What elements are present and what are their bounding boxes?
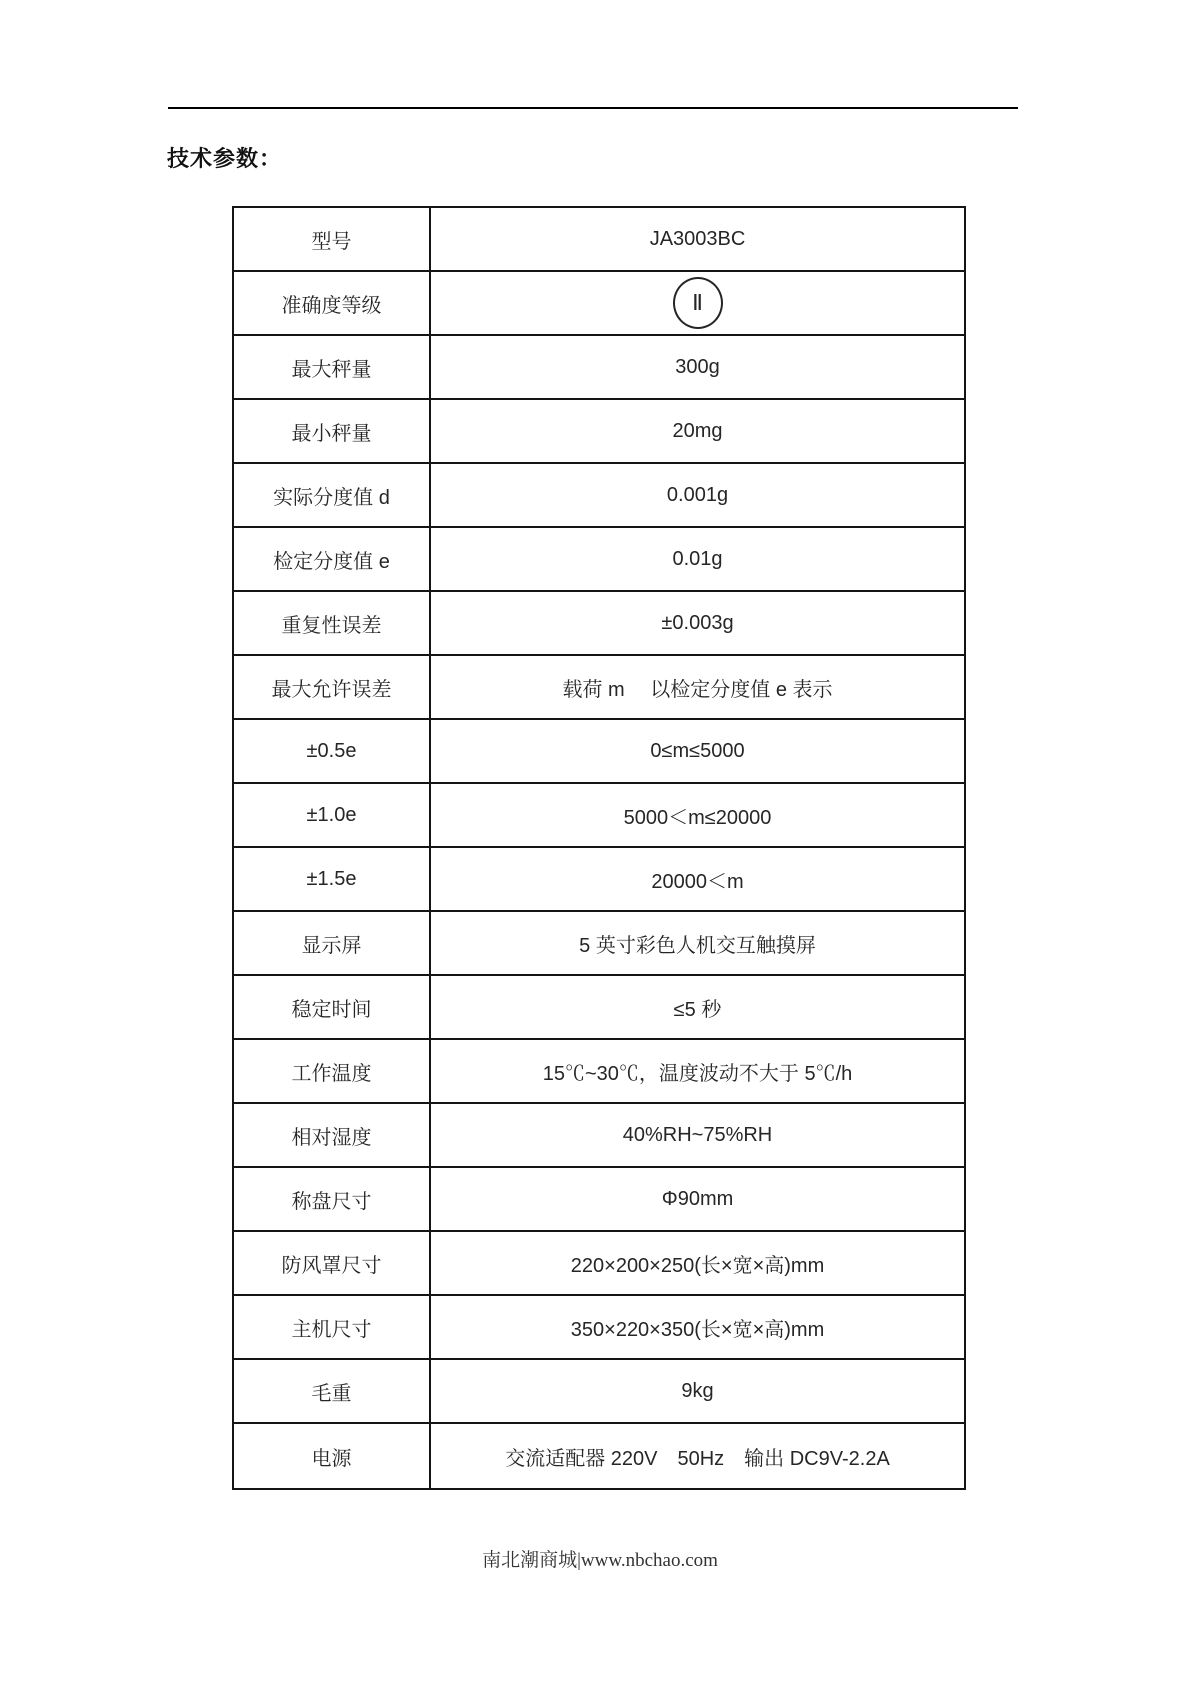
spec-value: 20000＜m	[651, 870, 744, 893]
spec-label: 最大允许误差	[271, 678, 392, 701]
spec-value-cell	[431, 1232, 964, 1294]
spec-label: ±1.5e	[306, 867, 357, 890]
spec-value-cell	[431, 720, 964, 782]
spec-value: ±0.003g	[661, 611, 734, 634]
spec-label: 型号	[311, 230, 352, 253]
spec-value-cell	[431, 848, 964, 910]
table-row	[234, 272, 964, 336]
spec-value-cell	[431, 1296, 964, 1358]
spec-label: 重复性误差	[281, 614, 382, 637]
table-row	[234, 976, 964, 1040]
spec-value-cell	[431, 1104, 964, 1166]
table-row	[234, 336, 964, 400]
spec-value: 0.001g	[666, 483, 729, 506]
table-row	[234, 400, 964, 464]
spec-label-cell	[234, 1040, 431, 1102]
table-row	[234, 1296, 964, 1360]
table-row	[234, 848, 964, 912]
spec-label-cell	[234, 720, 431, 782]
table-row	[234, 784, 964, 848]
spec-label: 显示屏	[301, 934, 362, 957]
spec-value-cell	[431, 272, 964, 334]
spec-value: 350×220×350(长×宽×高)mm	[570, 1318, 825, 1341]
footer-text: 南北潮商城|www.nbchao.com	[482, 1550, 718, 1571]
spec-value-cell	[431, 912, 964, 974]
spec-label: 毛重	[311, 1382, 352, 1405]
page-title: 技术参数：	[167, 146, 283, 171]
spec-value-cell	[431, 1360, 964, 1422]
spec-value: ≤5 秒	[673, 998, 722, 1021]
spec-label-cell	[234, 1360, 431, 1422]
spec-table	[232, 206, 966, 1490]
spec-value-cell	[431, 464, 964, 526]
spec-value-cell	[431, 976, 964, 1038]
spec-label-cell	[234, 1104, 431, 1166]
spec-label: 称盘尺寸	[291, 1190, 372, 1213]
spec-value-cell	[431, 400, 964, 462]
spec-value: 载荷 m 以检定分度值 e 表示	[562, 678, 833, 701]
table-row	[234, 1360, 964, 1424]
spec-label: 实际分度值 d	[273, 486, 390, 509]
spec-label-cell	[234, 592, 431, 654]
spec-label: 最大秤量	[291, 358, 372, 381]
spec-value-cell	[431, 336, 964, 398]
table-row	[234, 464, 964, 528]
spec-label-cell	[234, 464, 431, 526]
spec-label-cell	[234, 208, 431, 270]
spec-value: 0≤m≤5000	[650, 739, 745, 762]
table-row	[234, 208, 964, 272]
spec-value: 20mg	[672, 419, 723, 442]
spec-value-cell	[431, 656, 964, 718]
spec-label: ±0.5e	[306, 739, 357, 762]
spec-value: 5000＜m≤20000	[623, 806, 772, 829]
spec-label-cell	[234, 656, 431, 718]
spec-value: 0.01g	[672, 547, 723, 570]
table-row	[234, 592, 964, 656]
spec-label: 准确度等级	[281, 294, 382, 317]
spec-value-cell	[431, 1040, 964, 1102]
table-row	[234, 1232, 964, 1296]
spec-label: 稳定时间	[291, 998, 372, 1021]
spec-label-cell	[234, 336, 431, 398]
spec-value: 220×200×250(长×宽×高)mm	[570, 1254, 825, 1277]
spec-value-cell	[431, 1168, 964, 1230]
spec-value: 300g	[675, 355, 720, 378]
header-rule	[168, 107, 1018, 109]
spec-value: 9kg	[681, 1379, 714, 1402]
table-row	[234, 656, 964, 720]
spec-value: Ⅱ	[692, 290, 703, 315]
spec-label: 检定分度值 e	[273, 550, 390, 573]
spec-value: 15℃~30℃，温度波动不大于 5℃/h	[542, 1062, 853, 1085]
spec-value: 交流适配器 220V 50Hz 输出 DC9V-2.2A	[505, 1447, 890, 1470]
spec-label-cell	[234, 1232, 431, 1294]
table-row	[234, 1040, 964, 1104]
table-row	[234, 1104, 964, 1168]
spec-label: ±1.0e	[306, 803, 357, 826]
spec-value: JA3003BC	[649, 227, 746, 250]
spec-label-cell	[234, 848, 431, 910]
spec-label: 最小秤量	[291, 422, 372, 445]
spec-label: 主机尺寸	[291, 1318, 372, 1341]
table-row	[234, 528, 964, 592]
accuracy-class-circle	[673, 277, 723, 329]
spec-label-cell	[234, 976, 431, 1038]
table-row	[234, 720, 964, 784]
spec-value-cell	[431, 1424, 964, 1488]
spec-label-cell	[234, 912, 431, 974]
spec-label-cell	[234, 1296, 431, 1358]
spec-value-cell	[431, 592, 964, 654]
spec-value-cell	[431, 528, 964, 590]
spec-value: Φ90mm	[661, 1187, 734, 1210]
spec-label: 工作温度	[291, 1062, 372, 1085]
spec-label: 相对湿度	[291, 1126, 372, 1149]
spec-label-cell	[234, 400, 431, 462]
spec-label-cell	[234, 784, 431, 846]
spec-label: 防风罩尺寸	[281, 1254, 382, 1277]
table-row	[234, 1424, 964, 1488]
spec-value: 5 英寸彩色人机交互触摸屏	[579, 934, 816, 957]
spec-value-cell	[431, 208, 964, 270]
spec-label-cell	[234, 528, 431, 590]
spec-label-cell	[234, 272, 431, 334]
spec-value: 40%RH~75%RH	[622, 1123, 773, 1146]
table-row	[234, 912, 964, 976]
table-row	[234, 1168, 964, 1232]
spec-label-cell	[234, 1424, 431, 1488]
spec-label: 电源	[311, 1447, 352, 1470]
spec-label-cell	[234, 1168, 431, 1230]
spec-value-cell	[431, 784, 964, 846]
